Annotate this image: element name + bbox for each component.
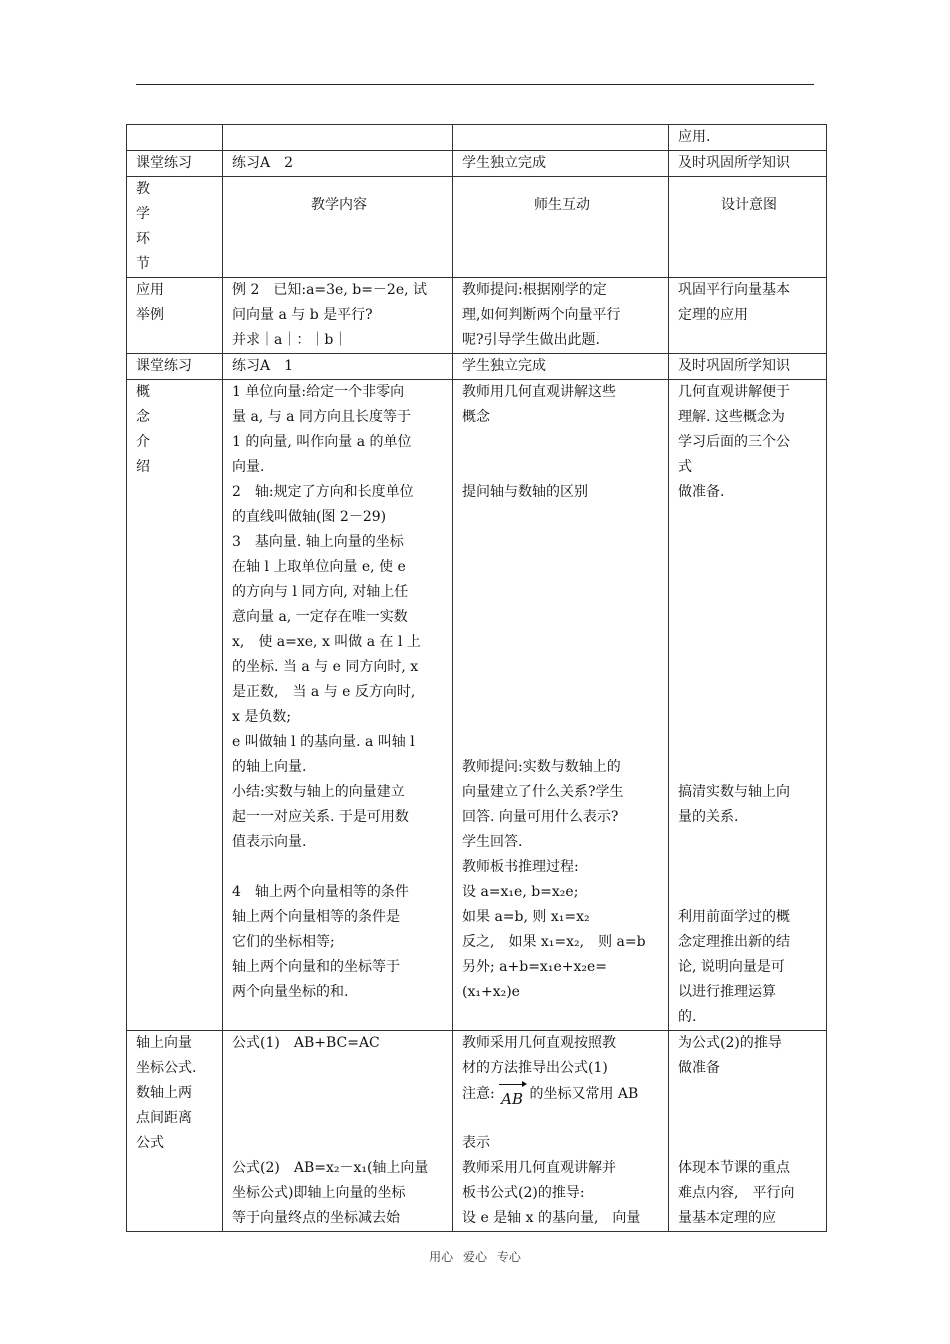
table-row (127, 125, 827, 151)
table-row (127, 278, 827, 354)
cell-line: 回答. 向量可用什么表示? (462, 809, 619, 825)
cell-line (678, 830, 820, 855)
intent-cell (669, 125, 827, 151)
cell-line (462, 730, 662, 755)
table-row (127, 1031, 827, 1232)
cell-line: 反之, 如果 x₁=x₂, 则 a=b (462, 934, 646, 950)
cell-line: 学生回答. (462, 834, 523, 850)
intent-cell: 巩固平行向量基本 定理的应用 (669, 278, 827, 354)
cell-line: 教师用几何直观讲解这些 (462, 384, 616, 400)
cell-line (462, 555, 662, 580)
cell-line (462, 605, 662, 630)
cell-line: 小结:实数与轴上的向量建立 (232, 784, 405, 800)
cell-line: 是正数, 当 a 与 e 反方向时, (232, 684, 416, 700)
cell-line (678, 555, 820, 580)
cell-line: 值表示向量. (232, 834, 307, 850)
cell-line (678, 605, 820, 630)
content-cell (223, 380, 453, 1031)
content-cell: 公式(1) AB+BC=AC 公式(2) AB=x₂－x₁(轴上向量 坐标公式)即轴上向量的坐标 等于向量终点的坐标减去始 (223, 1031, 453, 1232)
cell-line: 念 (136, 409, 150, 425)
cell-line: 的坐标. 当 a 与 e 同方向时, x (232, 659, 419, 675)
cell-line (462, 655, 662, 680)
cell-line: 的方向与 l 同方向, 对轴上任 (232, 584, 409, 600)
cell-line (462, 630, 662, 655)
interaction-cell (453, 380, 669, 1031)
cell-line (678, 855, 820, 880)
interaction-cell: 学生独立完成 (453, 354, 669, 380)
cell-line: 论, 说明向量是可 (678, 959, 785, 975)
cell-line: 绍 (136, 459, 150, 475)
cell-line: 向量. (232, 459, 265, 475)
cell-line: 向量建立了什么关系?学生 (462, 784, 624, 800)
cell-line: 概 (136, 384, 150, 400)
cell-line: 利用前面学过的概 (678, 909, 790, 925)
intent-cell: 及时巩固所学知识 (669, 354, 827, 380)
cell-line: 的. (678, 1009, 697, 1025)
cell-line: 轴上两个向量相等的条件是 (232, 909, 400, 925)
cell-line (462, 455, 662, 480)
vector-ab-symbol: AB (499, 1087, 525, 1112)
cell-line: 教师提问:实数与数轴上的 (462, 759, 621, 775)
cell-line: e 叫做轴 l 的基向量. a 叫轴 l (232, 734, 415, 750)
interaction-header-cell: 师生互动 (453, 177, 669, 278)
cell-line: 的轴上向量. (232, 759, 307, 775)
content-cell (223, 125, 453, 151)
interaction-cell: 教师采用几何直观按照教 材的方法推导出公式(1) 注意: AB 的坐标又常用 AB 表示 教师采用几何直观讲解并 板书公式(2)的推导: 设 e 是轴 x 的基向量, 向量 (453, 1031, 669, 1232)
cell-line: 做准备. (678, 484, 725, 500)
intent-cell: 为公式(2)的推导 做准备 体现本节课的重点 难点内容, 平行向 量基本定理的应 (669, 1031, 827, 1232)
interaction-cell (453, 125, 669, 151)
cell-line: 式 (678, 459, 692, 475)
header-rule (136, 84, 814, 85)
cell-line: 3 基向量. 轴上向量的坐标 (232, 534, 404, 550)
cell-line (462, 705, 662, 730)
interaction-cell: 学生独立完成 (453, 151, 669, 177)
stage-cell: 轴上向量 坐标公式. 数轴上两 点间距离 公式 (127, 1031, 223, 1232)
cell-line (678, 705, 820, 730)
cell-line: 提问轴与数轴的区别 (462, 484, 588, 500)
content-cell: 例 2 已知:a=3e, b=－2e, 试 问向量 a 与 b 是平行? 并求｜a｜：｜b｜ (223, 278, 453, 354)
cell-line (678, 730, 820, 755)
table-header-row (127, 177, 827, 278)
cell-line (678, 680, 820, 705)
cell-line: 1 的向量, 叫作向量 a 的单位 (232, 434, 412, 450)
intent-cell (669, 380, 827, 1031)
cell-line (678, 655, 820, 680)
cell-line (462, 430, 662, 455)
cell-line: 搞清实数与轴上向 (678, 784, 790, 800)
footer-word: 专心 (496, 1250, 521, 1264)
cell-line: 2 轴:规定了方向和长度单位 (232, 484, 414, 500)
cell-line (678, 505, 820, 530)
table-row (127, 380, 827, 1031)
cell-line: 量的关系. (678, 809, 739, 825)
table-row (127, 354, 827, 380)
cell-line (462, 530, 662, 555)
cell-line (678, 630, 820, 655)
cell-line: 量 a, 与 a 同方向且长度等于 (232, 409, 411, 425)
interaction-cell: 教师提问:根据刚学的定 理,如何判断两个向量平行 呢?引导学生做出此题. (453, 278, 669, 354)
content-header-cell: 教学内容 (223, 177, 453, 278)
cell-line (232, 855, 446, 880)
content-cell: 练习A 2 (223, 151, 453, 177)
footer-word: 用心 (429, 1250, 454, 1264)
cell-line (678, 880, 820, 905)
cell-line: 另外; a+b=x₁e+x₂e=(x₁+x₂)e (462, 959, 607, 1000)
cell-line: 在轴 l 上取单位向量 e, 使 e (232, 559, 406, 575)
cell-line: 概念 (462, 409, 490, 425)
intent-header-cell: 设计意图 (669, 177, 827, 278)
stage-cell: 课堂练习 (127, 354, 223, 380)
cell-line: 设 a=x₁e, b=x₂e; (462, 884, 579, 900)
content-cell: 练习A 1 (223, 354, 453, 380)
cell-line: x 是负数; (232, 709, 292, 725)
cell-line: 轴上两个向量和的坐标等于 (232, 959, 400, 975)
cell-line (678, 755, 820, 780)
stage-cell: 课堂练习 (127, 151, 223, 177)
stage-cell (127, 125, 223, 151)
lesson-plan-table (126, 124, 827, 1232)
table-row (127, 151, 827, 177)
page-footer (0, 1248, 950, 1265)
cell-line (462, 580, 662, 605)
cell-line: 教师板书推理过程: (462, 859, 579, 875)
cell-line: 理解. 这些概念为 (678, 409, 785, 425)
cell-line (678, 580, 820, 605)
stage-cell (127, 380, 223, 1031)
cell-line: 念定理推出新的结 (678, 934, 790, 950)
cell-line: 如果 a=b, 则 x₁=x₂ (462, 909, 590, 925)
stage-cell: 应用 举例 (127, 278, 223, 354)
cell-line: 几何直观讲解便于 (678, 384, 790, 400)
cell-line: 学习后面的三个公 (678, 434, 790, 450)
cell-line: 起一一对应关系. 于是可用数 (232, 809, 409, 825)
cell-line (462, 680, 662, 705)
cell-line: 意向量 a, 一定存在唯一实数 (232, 609, 408, 625)
cell-line: 两个向量坐标的和. (232, 984, 349, 1000)
cell-line: 应用. (678, 129, 711, 145)
cell-line: x, 使 a=xe, x 叫做 a 在 l 上 (232, 634, 421, 650)
cell-line: 它们的坐标相等; (232, 934, 335, 950)
cell-line (462, 505, 662, 530)
cell-line (678, 530, 820, 555)
stage-header-cell: 教 学 环 节 (127, 177, 223, 278)
cell-line: 介 (136, 434, 150, 450)
cell-line: 的直线叫做轴(图 2－29) (232, 509, 387, 525)
cell-line: 以进行推理运算 (678, 984, 776, 1000)
intent-cell: 及时巩固所学知识 (669, 151, 827, 177)
footer-word: 爱心 (462, 1250, 487, 1264)
cell-line: 1 单位向量:给定一个非零向 (232, 384, 405, 400)
cell-line: 4 轴上两个向量相等的条件 (232, 884, 409, 900)
